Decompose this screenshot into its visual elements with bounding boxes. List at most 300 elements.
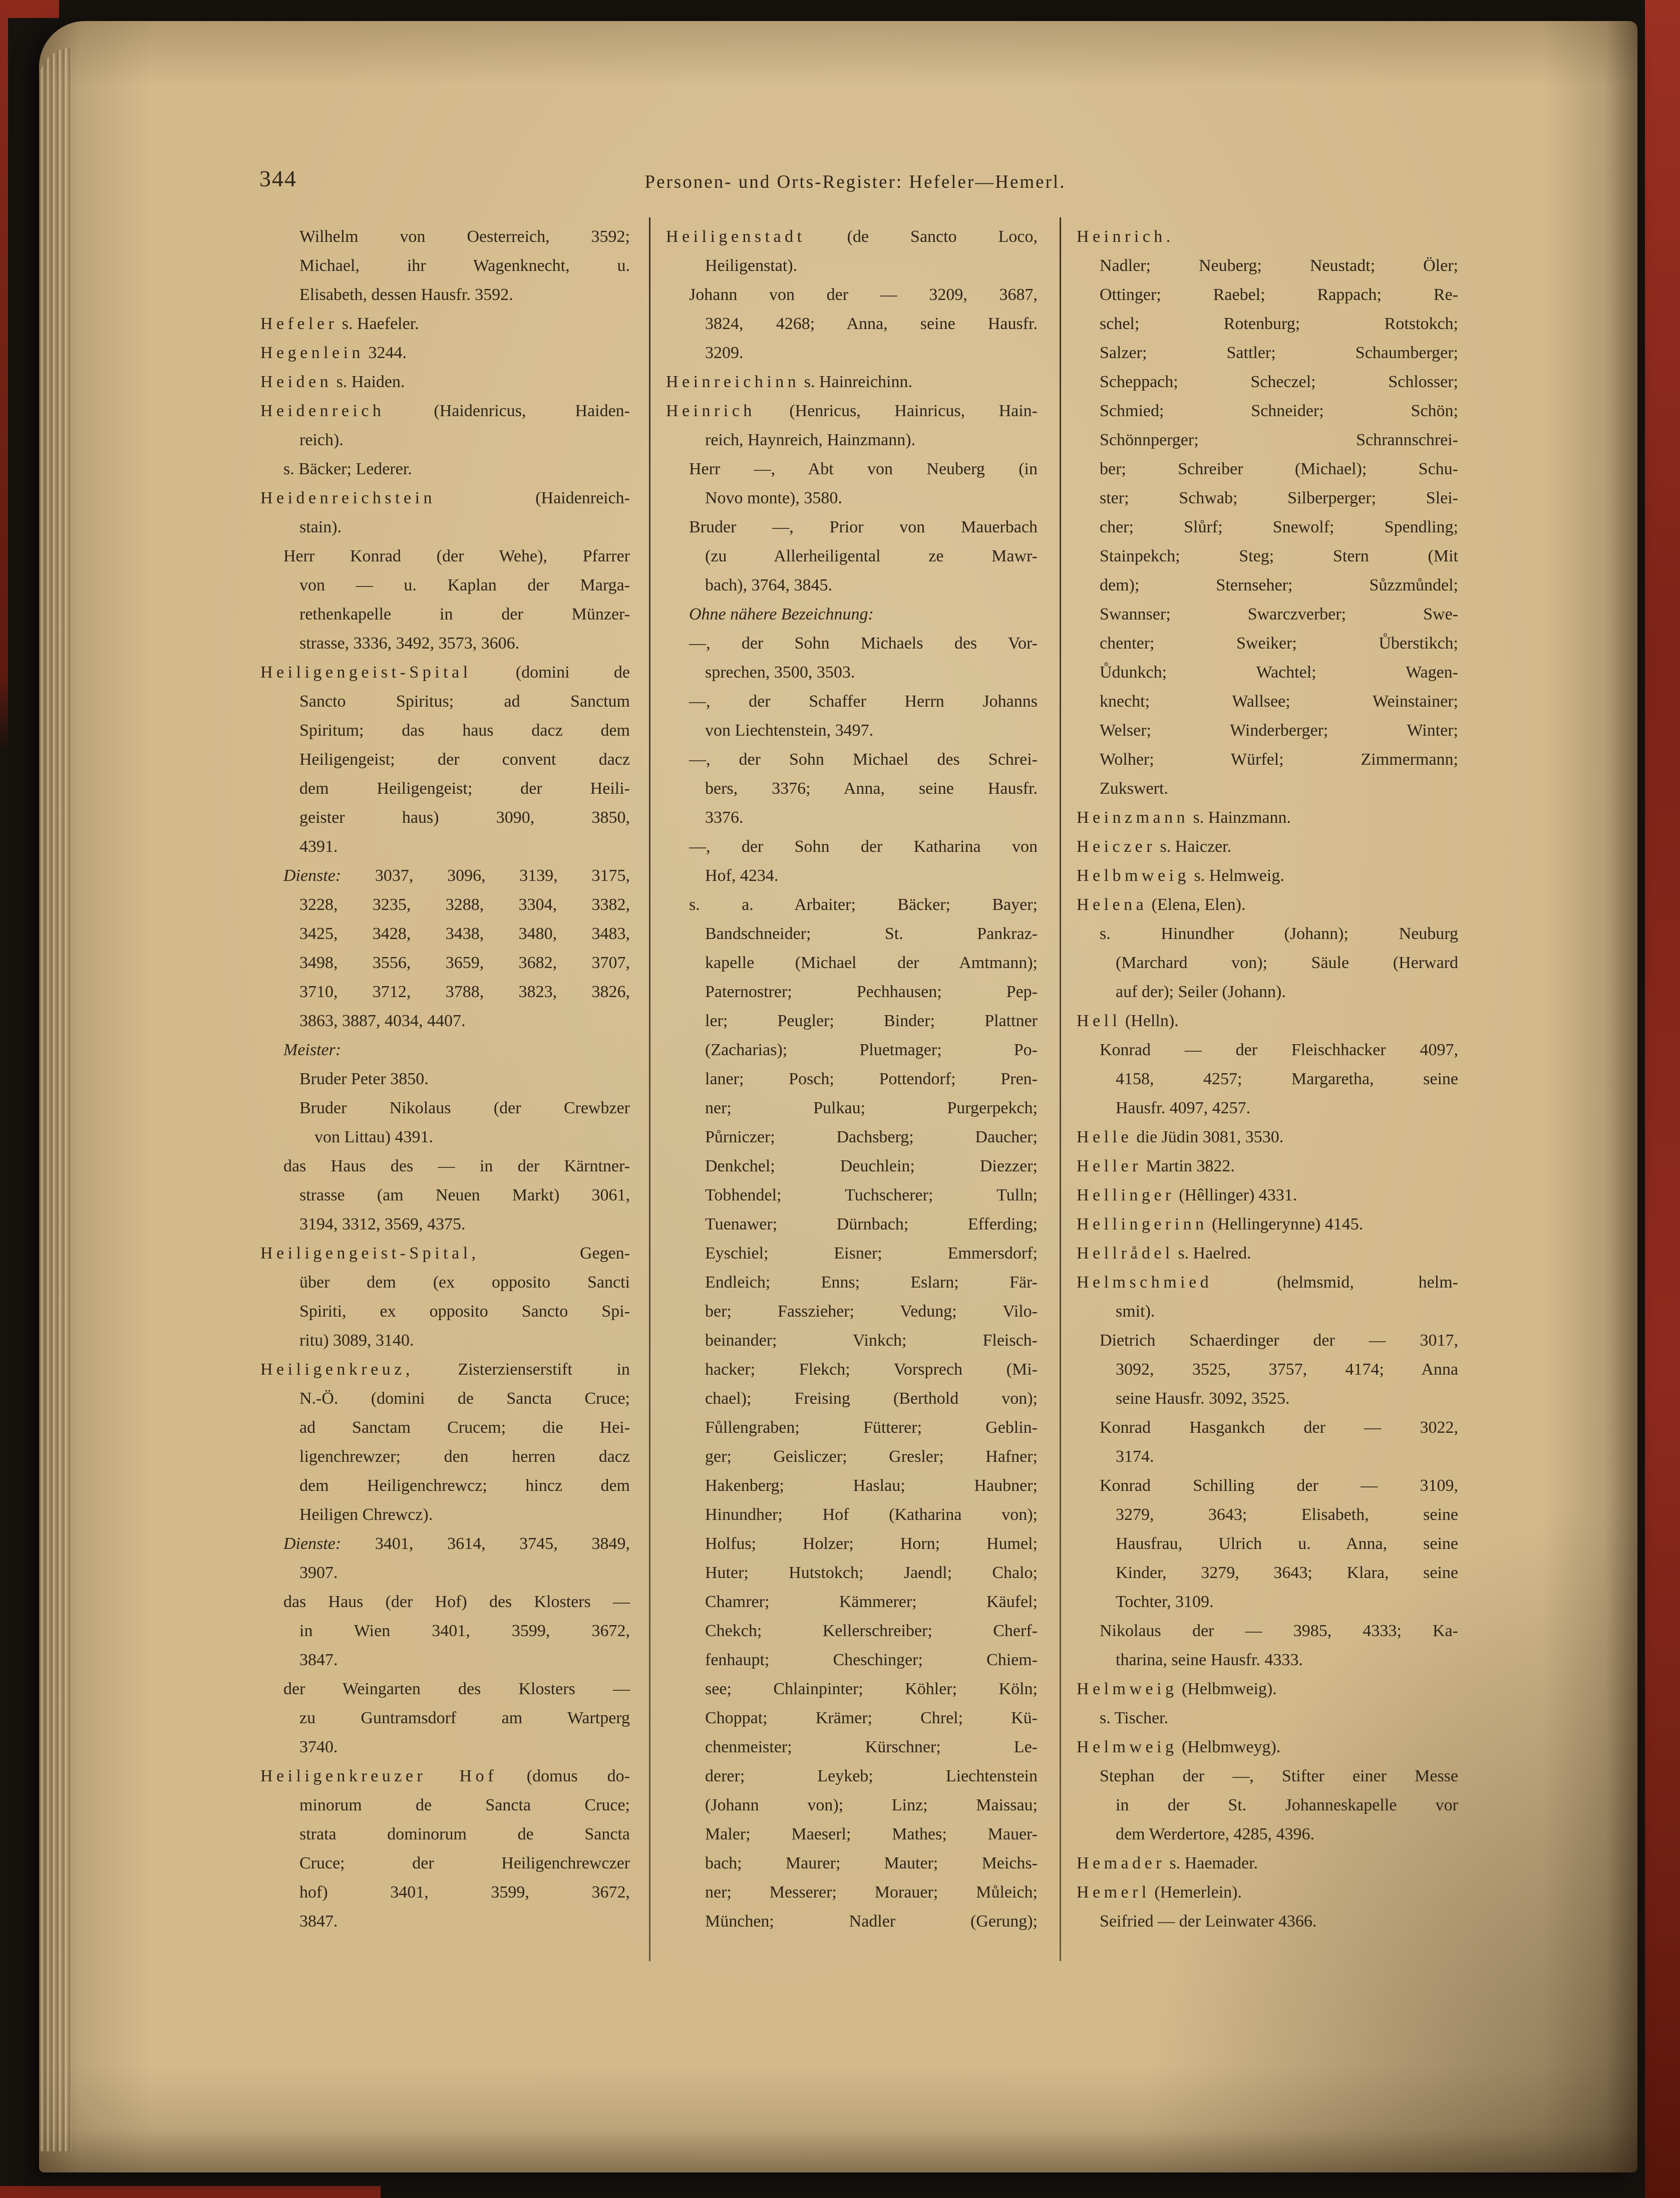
- entry-text: strasse, 3336, 3492, 3573, 3606.: [299, 634, 520, 653]
- entry-text: beinander; Vinkch; Fleisch-: [705, 1331, 1038, 1350]
- index-line: [1077, 1297, 1458, 1326]
- index-line: [1077, 455, 1458, 484]
- entry-text: Tobhendel; Tuchscherer; Tulln;: [705, 1186, 1038, 1204]
- entry-text: Schönnperger; Schrannschrei-: [1100, 431, 1458, 449]
- headword: Helbmweig: [1077, 866, 1190, 885]
- entry-text: Elisabeth, dessen Hausfr. 3592.: [299, 285, 513, 304]
- index-line: [1077, 1733, 1458, 1762]
- entry-text: see; Chlainpinter; Köhler; Köln;: [705, 1680, 1038, 1698]
- entry-text: das Haus des — in der Kärntner-: [283, 1157, 630, 1175]
- entry-text: Hof, 4234.: [705, 866, 779, 885]
- entry-text: 3174.: [1116, 1447, 1154, 1466]
- register-column-2: [666, 222, 1038, 1936]
- index-line: [260, 803, 630, 832]
- entry-text: s. Tischer.: [1100, 1709, 1168, 1727]
- entry-text: knecht; Wallsee; Weinstainer;: [1100, 692, 1458, 711]
- entry-text: Hausfr. 4097, 4257.: [1116, 1099, 1251, 1117]
- entry-text: der Weingarten des Klosters —: [283, 1680, 630, 1698]
- index-line: [666, 1704, 1038, 1733]
- index-line: [666, 919, 1038, 949]
- index-line: [260, 1704, 630, 1733]
- index-line: [260, 600, 630, 629]
- entry-text: Tochter, 3109.: [1116, 1593, 1214, 1611]
- index-line: [1077, 368, 1458, 397]
- entry-text: s. Hainzmann.: [1189, 808, 1291, 827]
- index-line: [1077, 1123, 1458, 1152]
- headword: Hemerl: [1077, 1883, 1150, 1902]
- index-line: [666, 978, 1038, 1007]
- entry-text: —, der Schaffer Herrn Johanns: [689, 692, 1038, 711]
- index-line: [666, 1442, 1038, 1471]
- entry-text: (Haidenreich-: [436, 489, 630, 507]
- index-line: [1077, 1384, 1458, 1413]
- entry-text: 3092, 3525, 3757, 4174; Anna: [1116, 1360, 1458, 1379]
- entry-text: (Johann von); Linz; Maissau;: [705, 1796, 1038, 1814]
- entry-text: ner; Messerer; Morauer; Můleich;: [705, 1883, 1038, 1902]
- index-line: [1077, 542, 1458, 571]
- index-line: [666, 1471, 1038, 1500]
- entry-text: s. Haelred.: [1173, 1244, 1251, 1263]
- entry-text: Maler; Maeserl; Mathes; Mauer-: [705, 1825, 1038, 1843]
- index-line: [260, 1762, 630, 1791]
- entry-text: Ottinger; Raebel; Rappach; Re-: [1100, 285, 1458, 304]
- headword: Heinreichinn: [666, 373, 800, 391]
- entry-text: s. Hinundher (Johann); Neuburg: [1100, 924, 1458, 943]
- entry-text: Welser; Winderberger; Winter;: [1100, 721, 1458, 740]
- index-line: [666, 1849, 1038, 1878]
- book-edge-red-left: [0, 0, 8, 751]
- entry-text: von Liechtenstein, 3497.: [705, 721, 874, 740]
- entry-text: 3847.: [299, 1651, 338, 1669]
- index-line: [666, 1675, 1038, 1704]
- index-line: [260, 222, 630, 251]
- entry-text: dem Heiligengeist; der Heili-: [299, 779, 630, 798]
- italic-label: Meister:: [283, 1041, 342, 1059]
- entry-text: hacker; Flekch; Vorsprech (Mi-: [705, 1360, 1038, 1379]
- entry-text: Konrad — der Fleischhacker 4097,: [1100, 1041, 1458, 1059]
- index-line: [1077, 1791, 1458, 1820]
- index-line: [260, 1820, 630, 1849]
- entry-text: s. Helmweig.: [1189, 866, 1284, 885]
- entry-text: Huter; Hutstokch; Jaendl; Chalo;: [705, 1563, 1038, 1582]
- index-line: [666, 1268, 1038, 1297]
- italic-label: Dienste:: [283, 1534, 342, 1553]
- index-line: [260, 1036, 630, 1065]
- index-line: [666, 658, 1038, 687]
- index-line: [260, 1065, 630, 1094]
- index-line: [1077, 1704, 1458, 1733]
- index-line: [1077, 832, 1458, 861]
- entry-text: ritu) 3089, 3140.: [299, 1331, 414, 1350]
- entry-text: 3279, 3643; Elisabeth, seine: [1116, 1505, 1458, 1524]
- entry-text: auf der); Seiler (Johann).: [1116, 983, 1286, 1001]
- entry-text: 3863, 3887, 4034, 4407.: [299, 1012, 466, 1030]
- headword: Heidenreichstein: [260, 489, 436, 507]
- entry-text: Nikolaus der — 3985, 4333; Ka-: [1100, 1622, 1458, 1640]
- headword: Heiden: [260, 373, 332, 391]
- entry-text: s. Bäcker; Lederer.: [283, 460, 412, 478]
- index-line: [260, 978, 630, 1007]
- entry-text: Cruce; der Heiligenchrewczer: [299, 1854, 630, 1872]
- entry-text: Konrad Hasgankch der — 3022,: [1100, 1418, 1458, 1437]
- index-line: [1077, 1036, 1458, 1065]
- entry-text: —, der Sohn der Katharina von: [689, 837, 1038, 856]
- index-line: [666, 803, 1038, 832]
- index-line: [666, 1588, 1038, 1617]
- index-line: [1077, 1152, 1458, 1181]
- entry-text: Hinundher; Hof (Katharina von);: [705, 1505, 1038, 1524]
- index-line: [260, 1471, 630, 1500]
- entry-text: Zisterzienserstift in: [413, 1360, 630, 1379]
- entry-text: (Helbmweig).: [1177, 1680, 1277, 1698]
- entry-text: 3376.: [705, 808, 744, 827]
- entry-text: Gegen-: [479, 1244, 630, 1263]
- entry-text: Novo monte), 3580.: [705, 489, 842, 507]
- entry-text: dem Werdertore, 4285, 4396.: [1116, 1825, 1314, 1843]
- index-line: [260, 1907, 630, 1936]
- index-line: [260, 1297, 630, 1326]
- index-line: [260, 368, 630, 397]
- index-line: [1077, 1588, 1458, 1617]
- index-line: [666, 397, 1038, 426]
- index-line: [260, 832, 630, 861]
- entry-text: ligenchrewzer; den herren dacz: [299, 1447, 630, 1466]
- entry-text: Půrniczer; Dachsberg; Daucher;: [705, 1128, 1038, 1146]
- index-line: [666, 1036, 1038, 1065]
- index-line: [1077, 978, 1458, 1007]
- index-line: [666, 1558, 1038, 1588]
- entry-text: Heiligengeist; der convent dacz: [299, 750, 630, 769]
- index-line: [666, 1384, 1038, 1413]
- entry-text: Chamrer; Kämmerer; Käufel;: [705, 1593, 1038, 1611]
- headword: Heiligenstadt: [666, 227, 806, 246]
- index-line: [260, 426, 630, 455]
- entry-text: Schmied; Schneider; Schön;: [1100, 402, 1458, 420]
- index-line: [260, 1413, 630, 1442]
- index-line: [1077, 774, 1458, 803]
- entry-text: Stephan der —, Stifter einer Messe: [1100, 1767, 1458, 1785]
- entry-text: Hakenberg; Haslau; Haubner;: [705, 1476, 1038, 1495]
- entry-text: derer; Leykeb; Liechtenstein: [705, 1767, 1038, 1785]
- index-line: [666, 1791, 1038, 1820]
- index-line: [1077, 1065, 1458, 1094]
- index-line: [260, 774, 630, 803]
- index-line: [260, 716, 630, 745]
- index-line: [1077, 280, 1458, 309]
- headword: Heiczer: [1077, 837, 1156, 856]
- index-line: [666, 1413, 1038, 1442]
- entry-text: smit).: [1116, 1302, 1155, 1321]
- index-line: [1077, 1820, 1458, 1849]
- entry-text: 4158, 4257; Margaretha, seine: [1116, 1070, 1458, 1088]
- entry-text: strasse (am Neuen Markt) 3061,: [299, 1186, 630, 1204]
- entry-text: reich).: [299, 431, 344, 449]
- index-line: [1077, 1007, 1458, 1036]
- index-line: [1077, 919, 1458, 949]
- entry-text: (domini de: [471, 663, 630, 682]
- running-title: Personen- und Orts-Register: Hefeler—Hemerl.: [644, 172, 1066, 192]
- index-line: [1077, 861, 1458, 890]
- index-line: [1077, 339, 1458, 368]
- entry-text: ad Sanctam Crucem; die Hei-: [299, 1418, 630, 1437]
- entry-text: zu Guntramsdorf am Wartperg: [299, 1709, 630, 1727]
- index-line: [1077, 1442, 1458, 1471]
- index-line: [260, 1791, 630, 1820]
- index-line: [666, 1762, 1038, 1791]
- entry-text: Seifried — der Leinwater 4366.: [1100, 1912, 1317, 1931]
- index-line: [1077, 1268, 1458, 1297]
- entry-text: das Haus (der Hof) des Klosters —: [283, 1593, 630, 1611]
- entry-text: s. a. Arbaiter; Bäcker; Bayer;: [689, 895, 1038, 914]
- entry-text: Denkchel; Deuchlein; Diezzer;: [705, 1157, 1038, 1175]
- entry-text: Ůdunkch; Wachtel; Wagen-: [1100, 663, 1458, 682]
- entry-text: tharina, seine Hausfr. 4333.: [1116, 1651, 1303, 1669]
- register-column-3: [1077, 222, 1458, 1936]
- index-line: [666, 1094, 1038, 1123]
- index-line: [666, 1500, 1038, 1529]
- entry-text: (Zacharias); Pluetmager; Po-: [705, 1041, 1038, 1059]
- entry-text: 4391.: [299, 837, 338, 856]
- entry-text: in der St. Johanneskapelle vor: [1116, 1796, 1458, 1814]
- index-line: [1077, 397, 1458, 426]
- index-line: [666, 687, 1038, 716]
- index-line: [666, 1007, 1038, 1036]
- index-line: [666, 1326, 1038, 1355]
- headword: Helmweig: [1077, 1680, 1178, 1698]
- index-line: [260, 1152, 630, 1181]
- index-line: [1077, 1617, 1458, 1646]
- index-line: [1077, 571, 1458, 600]
- index-line: [260, 1588, 630, 1617]
- entry-text: Spiriti, ex opposito Sancto Spi-: [299, 1302, 630, 1321]
- entry-text: sprechen, 3500, 3503.: [705, 663, 855, 682]
- entry-text: von Littau) 4391.: [314, 1128, 434, 1146]
- entry-text: rethenkapelle in der Münzer-: [299, 605, 630, 623]
- entry-text: über dem (ex opposito Sancti: [299, 1273, 630, 1292]
- index-line: [666, 1820, 1038, 1849]
- index-line: [260, 484, 630, 513]
- headword: Hegenlein: [260, 344, 365, 362]
- entry-text: fenhaupt; Cheschinger; Chiem-: [705, 1651, 1038, 1669]
- index-line: [260, 1094, 630, 1123]
- entry-text: strata dominorum de Sancta: [299, 1825, 630, 1843]
- headword: Hefeler: [260, 315, 338, 333]
- index-line: [666, 861, 1038, 890]
- entry-text: bers, 3376; Anna, seine Hausfr.: [705, 779, 1038, 798]
- entry-text: Sancto Spiritus; ad Sanctum: [299, 692, 630, 711]
- entry-text: s. Hainreichinn.: [800, 373, 912, 391]
- entry-text: die Jüdin 3081, 3530.: [1132, 1128, 1284, 1146]
- index-line: [666, 600, 1038, 629]
- index-line: [1077, 1181, 1458, 1210]
- entry-text: seine Hausfr. 3092, 3525.: [1116, 1389, 1290, 1408]
- entry-text: ber; Fasszieher; Vedung; Vilo-: [705, 1302, 1038, 1321]
- index-line: [1077, 745, 1458, 774]
- entry-text: 3824, 4268; Anna, seine Hausfr.: [705, 315, 1038, 333]
- index-line: [260, 1675, 630, 1704]
- index-line: [666, 1529, 1038, 1558]
- index-line: [260, 1181, 630, 1210]
- entry-text: Bruder Nikolaus (der Crewbzer: [299, 1099, 630, 1117]
- index-line: [1077, 1500, 1458, 1529]
- entry-text: (Henricus, Hainricus, Hain-: [755, 402, 1038, 420]
- entry-text: Chekch; Kellerschreiber; Cherf-: [705, 1622, 1038, 1640]
- entry-text: Wolher; Würfel; Zimmermann;: [1100, 750, 1458, 769]
- entry-text: Tuenawer; Dürnbach; Efferding;: [705, 1215, 1038, 1233]
- index-line: [666, 716, 1038, 745]
- index-line: [1077, 309, 1458, 339]
- headword: Heinrich.: [1077, 227, 1174, 246]
- entry-text: 3209.: [705, 344, 744, 362]
- index-line: [260, 745, 630, 774]
- index-line: [260, 1210, 630, 1239]
- index-line: [666, 1210, 1038, 1239]
- index-line: [260, 1500, 630, 1529]
- index-line: [1077, 949, 1458, 978]
- index-line: [1077, 1907, 1458, 1936]
- entry-text: (domus do-: [497, 1767, 630, 1785]
- column-divider-2: [1060, 217, 1061, 1961]
- entry-text: Konrad Schilling der — 3109,: [1100, 1476, 1458, 1495]
- entry-text: —, der Sohn Michael des Schrei-: [689, 750, 1038, 769]
- index-line: [666, 774, 1038, 803]
- entry-text: Hausfrau, Ulrich u. Anna, seine: [1116, 1534, 1458, 1553]
- entry-text: 3401, 3614, 3745, 3849,: [341, 1534, 630, 1553]
- entry-text: dem Heiligenchrewcz; hincz dem: [299, 1476, 630, 1495]
- entry-text: dem); Sternseher; Sůzzmůndel;: [1100, 576, 1458, 594]
- index-line: [260, 1384, 630, 1413]
- entry-text: (Marchard von); Säule (Herward: [1116, 954, 1458, 972]
- index-line: [260, 513, 630, 542]
- index-line: [260, 1355, 630, 1384]
- entry-text: Choppat; Krämer; Chrel; Kü-: [705, 1709, 1038, 1727]
- entry-text: Bruder —, Prior von Mauerbach: [689, 518, 1038, 536]
- entry-text: stain).: [299, 518, 342, 536]
- entry-text: ner; Pulkau; Purgerpekch;: [705, 1099, 1038, 1117]
- index-line: [1077, 484, 1458, 513]
- index-line: [666, 571, 1038, 600]
- headword: Hellrådel: [1077, 1244, 1174, 1263]
- index-line: [666, 542, 1038, 571]
- index-line: [1077, 716, 1458, 745]
- index-line: [666, 368, 1038, 397]
- entry-text: 3847.: [299, 1912, 338, 1931]
- headword: Hell: [1077, 1012, 1121, 1030]
- entry-text: Johann von der — 3209, 3687,: [689, 285, 1038, 304]
- index-line: [260, 629, 630, 658]
- entry-text: Martin 3822.: [1141, 1157, 1235, 1175]
- entry-text: geister haus) 3090, 3850,: [299, 808, 630, 827]
- entry-text: 3244.: [364, 344, 407, 362]
- index-line: [1077, 890, 1458, 919]
- entry-text: s. Haefeler.: [338, 315, 419, 333]
- index-line: [666, 1239, 1038, 1268]
- index-line: [1077, 1413, 1458, 1442]
- index-line: [666, 484, 1038, 513]
- entry-text: 3740.: [299, 1738, 338, 1756]
- italic-label: Ohne nähere Bezeichnung:: [689, 605, 874, 623]
- entry-text: chenmeister; Kürschner; Le-: [705, 1738, 1038, 1756]
- index-line: [666, 1123, 1038, 1152]
- page-stack-edges: [39, 48, 71, 2151]
- index-line: [260, 1878, 630, 1907]
- entry-text: s. Haiden.: [332, 373, 405, 391]
- entry-text: 3710, 3712, 3788, 3823, 3826,: [299, 983, 630, 1001]
- headword: Hemader: [1077, 1854, 1165, 1872]
- index-line: [1077, 803, 1458, 832]
- index-line: [260, 1442, 630, 1471]
- index-line: [666, 1355, 1038, 1384]
- entry-text: Heiligenstat).: [705, 256, 798, 275]
- entry-text: Bandschneider; St. Pankraz-: [705, 924, 1038, 943]
- entry-text: (Helln).: [1121, 1012, 1179, 1030]
- entry-text: 3037, 3096, 3139, 3175,: [341, 866, 630, 885]
- entry-text: bach; Maurer; Mauter; Meichs-: [705, 1854, 1038, 1872]
- entry-text: Dietrich Schaerdinger der — 3017,: [1100, 1331, 1458, 1350]
- headword: Heinzmann: [1077, 808, 1189, 827]
- index-line: [260, 1558, 630, 1588]
- book-page: [39, 21, 1637, 2172]
- entry-text: Endleich; Enns; Eslarn; Fär-: [705, 1273, 1038, 1292]
- entry-text: Herr —, Abt von Neuberg (in: [689, 460, 1038, 478]
- index-line: [260, 1849, 630, 1878]
- entry-text: bach), 3764, 3845.: [705, 576, 833, 594]
- entry-text: Bruder Peter 3850.: [299, 1070, 429, 1088]
- entry-text: (Helbmweyg).: [1177, 1738, 1281, 1756]
- index-line: [666, 832, 1038, 861]
- entry-text: ster; Schwab; Silberperger; Slei-: [1100, 489, 1458, 507]
- index-line: [1077, 1849, 1458, 1878]
- index-line: [1077, 1529, 1458, 1558]
- headword: Hellinger: [1077, 1186, 1175, 1204]
- index-line: [260, 1123, 630, 1152]
- index-line: [666, 222, 1038, 251]
- index-line: [666, 426, 1038, 455]
- index-line: [260, 949, 630, 978]
- headword: Heiligenkreuzer Hof: [260, 1767, 497, 1785]
- index-line: [260, 309, 630, 339]
- index-line: [1077, 222, 1458, 251]
- entry-text: (de Sancto Loco,: [805, 227, 1038, 246]
- index-line: [666, 1065, 1038, 1094]
- headword: Helmschmied: [1077, 1273, 1213, 1292]
- entry-text: Michael, ihr Wagenknecht, u.: [299, 256, 630, 275]
- headword: Helle: [1077, 1128, 1133, 1146]
- entry-text: schel; Rotenburg; Rotstokch;: [1100, 315, 1458, 333]
- index-line: [1077, 251, 1458, 280]
- entry-text: Stainpekch; Steg; Stern (Mit: [1100, 547, 1458, 565]
- index-line: [666, 1152, 1038, 1181]
- entry-text: 3498, 3556, 3659, 3682, 3707,: [299, 954, 630, 972]
- index-line: [1077, 600, 1458, 629]
- index-line: [260, 571, 630, 600]
- index-line: [1077, 513, 1458, 542]
- index-line: [666, 1646, 1038, 1675]
- index-line: [1077, 1878, 1458, 1907]
- entry-text: 3228, 3235, 3288, 3304, 3382,: [299, 895, 630, 914]
- headword: Heller: [1077, 1157, 1142, 1175]
- index-line: [1077, 1326, 1458, 1355]
- entry-text: München; Nadler (Gerung);: [705, 1912, 1038, 1931]
- index-line: [666, 1617, 1038, 1646]
- index-line: [666, 1181, 1038, 1210]
- index-line: [1077, 1210, 1458, 1239]
- index-line: [1077, 1355, 1458, 1384]
- index-line: [260, 542, 630, 571]
- index-line: [260, 687, 630, 716]
- entry-text: hof) 3401, 3599, 3672,: [299, 1883, 630, 1902]
- index-line: [666, 1297, 1038, 1326]
